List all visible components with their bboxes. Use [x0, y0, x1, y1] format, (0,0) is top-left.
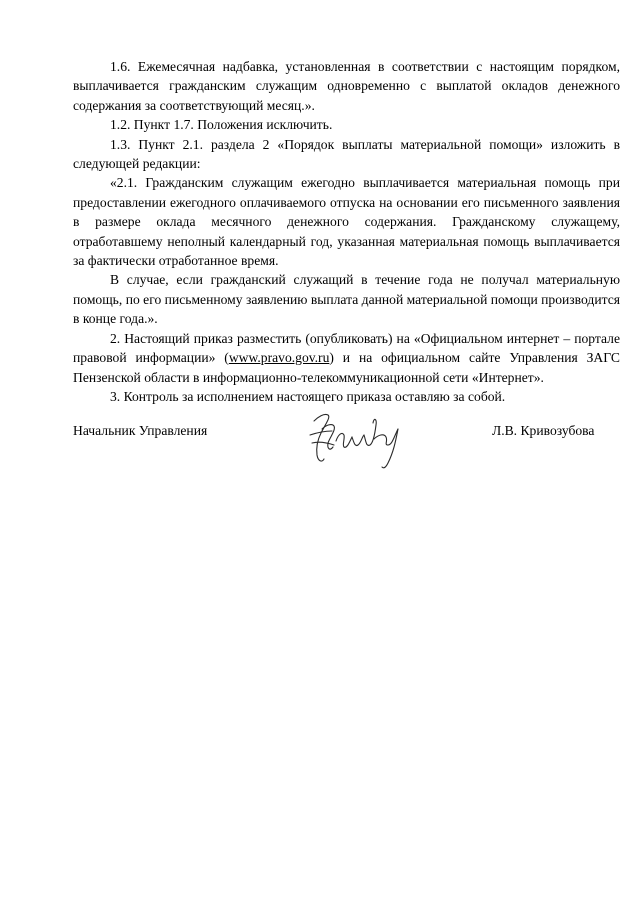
- paragraph-3-control: 3. Контроль за исполнением настоящего приказа оставляю за собой.: [110, 388, 506, 404]
- paragraph-1-6: 1.6. Ежемесячная надбавка, установленная в соответствии с настоящим порядком, выплачивается гражданским служащим одновременно с выплатой окладов денежного содержания за соответствующий месяц.».: [73, 59, 620, 113]
- paragraph-2-text-after: ) и на официальном сайте Управления ЗАГС Пензенской области в информационно-телекоммуникационной сети «Интернет».: [73, 350, 620, 385]
- document-body: [73, 57, 620, 406]
- paragraph-2-text-before: 2. Настоящий приказ разместить (опубликовать) на «Официальном интернет – портале правовой информации» (: [73, 330, 620, 366]
- paragraph-2-1-continuation: В случае, если гражданский служащий в течение года не получал материальную помощь, по его письменному заявлению выплата данной материальной помощи производится в конце года.».: [73, 272, 620, 327]
- signatory-name: Л.В. Кривозубова: [492, 423, 595, 438]
- paragraph-2-publication: [73, 329, 620, 387]
- signatory-title: Начальник Управления: [73, 423, 208, 438]
- pravo-link[interactable]: www.pravo.gov.ru: [228, 350, 330, 366]
- paragraph-1-2: 1.2. Пункт 1.7. Положения исключить.: [110, 117, 333, 133]
- paragraph-1-3: 1.3. Пункт 2.1. раздела 2 «Порядок выплаты материальной помощи» изложить в следующей редакции:: [73, 136, 620, 172]
- handwritten-signature: [300, 403, 410, 473]
- paragraph-2-1-quote: «2.1. Гражданским служащим ежегодно выплачивается материальная помощь при предоставлении ежегодного оплачиваемого отпуска на основании его письменного заявления в размере оклада месячного денежного содержания. Гражданскому служащему, отработавшему неполный календарный год, указанная материальная помощь выплачивается за фактически отработанное время.: [73, 175, 620, 269]
